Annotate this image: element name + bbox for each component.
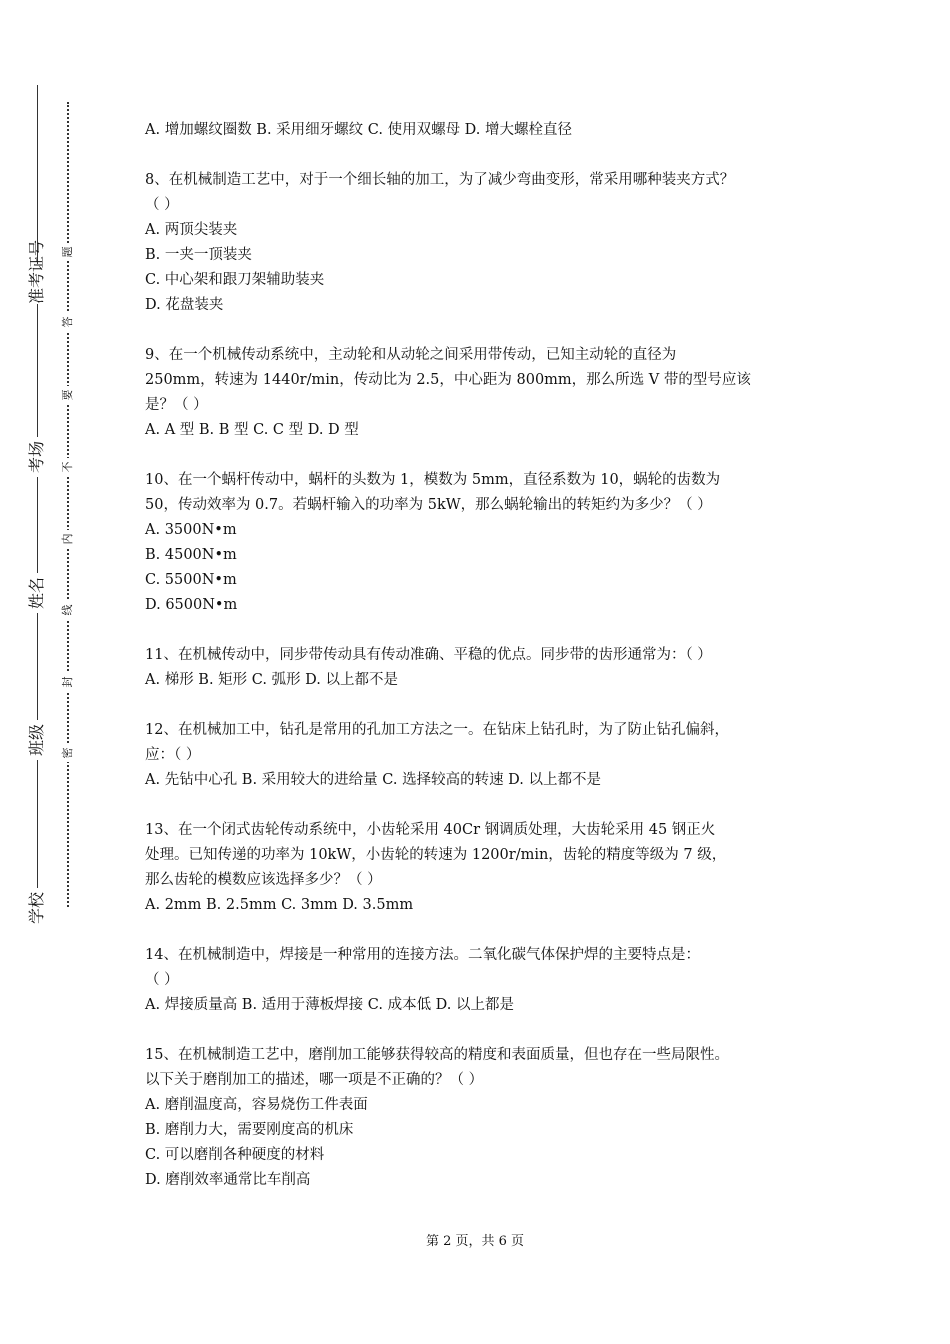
seal-char: 线 bbox=[61, 601, 75, 619]
seal-char: 要 bbox=[61, 386, 75, 404]
prev-question-tail bbox=[145, 118, 825, 143]
question-stem: （ ） bbox=[145, 197, 179, 213]
question-stem: 13、在一个闭式齿轮传动系统中，小齿轮采用 40Cr 钢调质处理，大齿轮采用 45 钢正火 bbox=[145, 822, 716, 838]
question-stem: 处理。已知传递的功率为 10kW，小齿轮的转速为 1200r/min，齿轮的精度等级为 7 级， bbox=[145, 847, 727, 863]
question-stem: 12、在机械加工中，钻孔是常用的孔加工方法之一。在钻床上钻孔时，为了防止钻孔偏斜， bbox=[145, 722, 729, 738]
question-8 bbox=[145, 168, 825, 318]
question-stem: （ ） bbox=[145, 972, 179, 988]
option-line: C. 5500N•m bbox=[145, 572, 237, 588]
page-footer: 第 2 页，共 6 页 bbox=[425, 1234, 525, 1249]
seal-char: 题 bbox=[61, 243, 75, 261]
option-line: A. 2mm B. 2.5mm C. 3mm D. 3.5mm bbox=[145, 897, 414, 913]
option-line: A. 焊接质量高 B. 适用于薄板焊接 C. 成本低 D. 以上都是 bbox=[145, 997, 515, 1013]
field-name: 姓名 bbox=[27, 573, 47, 613]
option-line: D. 花盘装夹 bbox=[145, 297, 224, 313]
seal-char: 不 bbox=[61, 458, 75, 476]
question-stem: 11、在机械传动中，同步带传动具有传动准确、平稳的优点。同步带的齿形通常为：（ ） bbox=[145, 647, 712, 663]
field-exam-room: 考场 bbox=[27, 437, 47, 477]
seal-line bbox=[67, 102, 69, 907]
question-9 bbox=[145, 343, 825, 443]
question-15 bbox=[145, 1043, 825, 1193]
question-stem: 50，传动效率为 0.7。若蜗杆输入的功率为 5kW，那么蜗轮输出的转矩约为多少？（ ） bbox=[145, 497, 712, 513]
seal-char: 密 bbox=[61, 744, 75, 762]
question-stem: 10、在一个蜗杆传动中，蜗杆的头数为 1，模数为 5mm，直径系数为 10，蜗轮的齿数为 bbox=[145, 472, 721, 488]
option-line: A. 梯形 B. 矩形 C. 弧形 D. 以上都不是 bbox=[145, 672, 399, 688]
question-list bbox=[145, 118, 825, 1218]
option-line: A. 先钻中心孔 B. 采用较大的进给量 C. 选择较高的转速 D. 以上都不是 bbox=[145, 772, 602, 788]
question-10 bbox=[145, 468, 825, 618]
question-stem: 是？（ ） bbox=[145, 397, 208, 413]
question-stem: 应：（ ） bbox=[145, 747, 201, 763]
field-exam-number: 准考证号 bbox=[27, 239, 46, 304]
question-stem: 14、在机械制造中，焊接是一种常用的连接方法。二氧化碳气体保护焊的主要特点是： bbox=[145, 947, 700, 963]
question-stem: 9、在一个机械传动系统中，主动轮和从动轮之间采用带传动，已知主动轮的直径为 bbox=[145, 347, 677, 363]
option-line: B. 磨削力大，需要刚度高的机床 bbox=[145, 1122, 354, 1138]
question-stem: 250mm，转速为 1440r/min，传动比为 2.5，中心距为 800mm，那么所选 V 带的型号应该 bbox=[145, 372, 751, 388]
question-stem: 15、在机械制造工艺中，磨削加工能够获得较高的精度和表面质量，但也存在一些局限性。 bbox=[145, 1047, 729, 1063]
option-line: A. A 型 B. B 型 C. C 型 D. D 型 bbox=[145, 422, 359, 438]
seal-char: 答 bbox=[61, 313, 75, 331]
option-line: A. 两顶尖装夹 bbox=[145, 222, 238, 238]
question-stem: 以下关于磨削加工的描述，哪一项是不正确的？（ ） bbox=[145, 1072, 484, 1088]
binding-line bbox=[37, 85, 38, 920]
option-line: D. 6500N•m bbox=[145, 597, 238, 613]
option-line: A. 磨削温度高，容易烧伤工件表面 bbox=[145, 1097, 368, 1113]
question-14 bbox=[145, 943, 825, 1018]
seal-char: 内 bbox=[61, 530, 75, 548]
field-school: 学校 bbox=[27, 888, 47, 928]
option-line: B. 4500N•m bbox=[145, 547, 237, 563]
question-12 bbox=[145, 718, 825, 793]
option-line: C. 中心架和跟刀架辅助装夹 bbox=[145, 272, 325, 288]
seal-char: 封 bbox=[61, 673, 75, 691]
question-stem: 8、在机械制造工艺中，对于一个细长轴的加工，为了减少弯曲变形，常采用哪种装夹方式？ bbox=[145, 172, 735, 188]
question-stem: 那么齿轮的模数应该选择多少？（ ） bbox=[145, 872, 382, 888]
option-line: A. 3500N•m bbox=[145, 522, 237, 538]
field-class: 班级 bbox=[27, 720, 47, 760]
option-line: B. 一夹一顶装夹 bbox=[145, 247, 252, 263]
option-line: C. 可以磨削各种硬度的材料 bbox=[145, 1147, 325, 1163]
question-13 bbox=[145, 818, 825, 918]
option-line: A. 增加螺纹圈数 B. 采用细牙螺纹 C. 使用双螺母 D. 增大螺栓直径 bbox=[145, 122, 573, 138]
question-11 bbox=[145, 643, 825, 693]
option-line: D. 磨削效率通常比车削高 bbox=[145, 1172, 311, 1188]
